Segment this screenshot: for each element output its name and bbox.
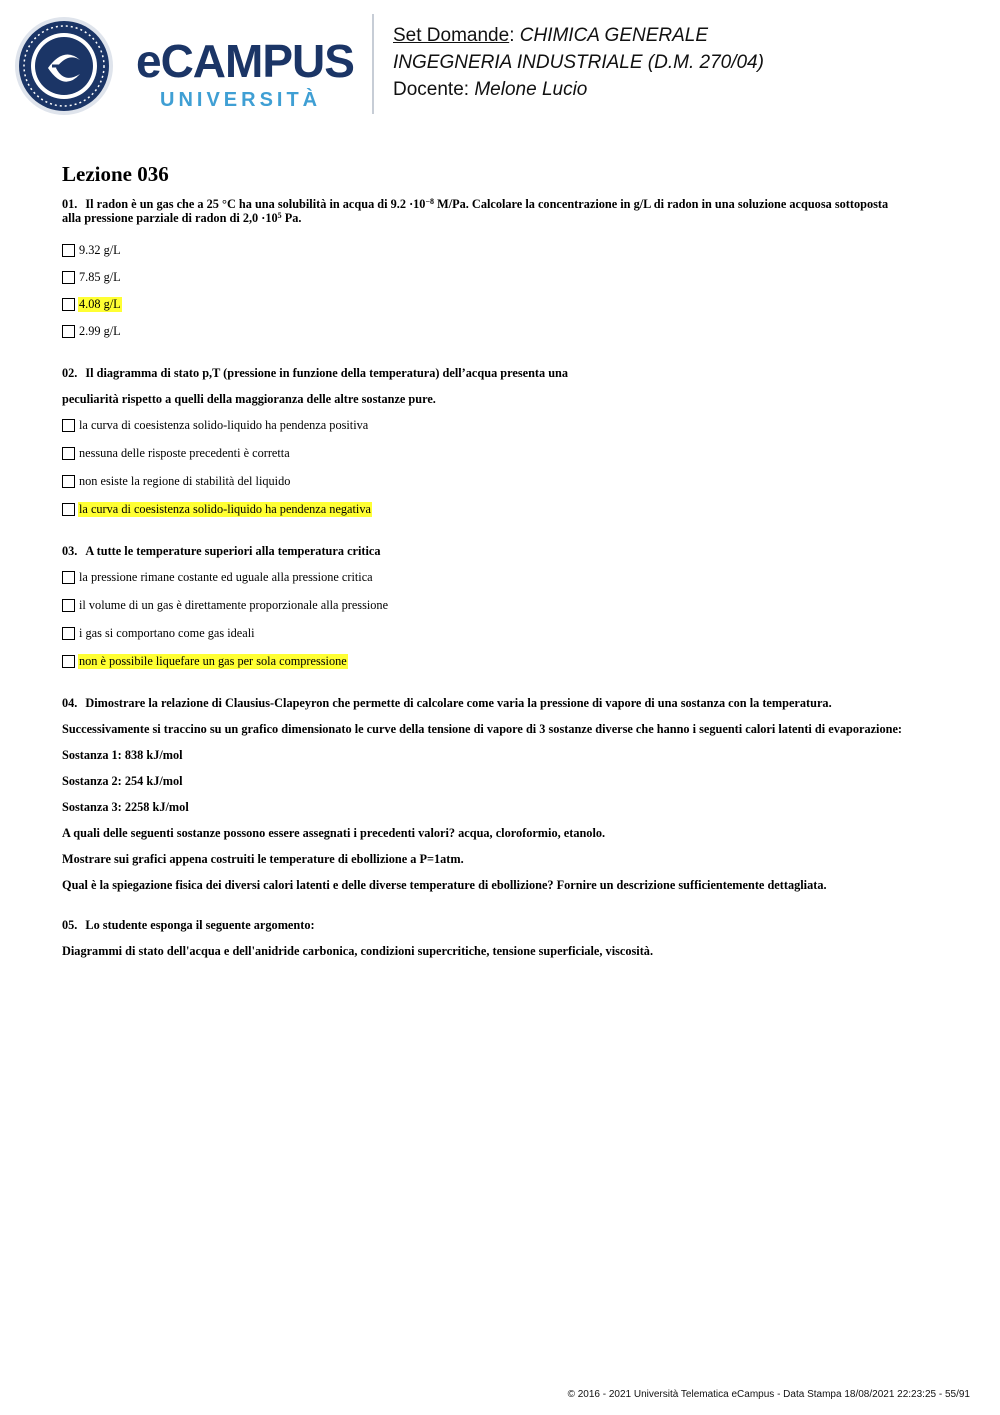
question-text — [62, 366, 942, 380]
logo-subtitle: UNIVERSITÀ — [160, 89, 322, 111]
checkbox[interactable] — [62, 325, 75, 338]
answer-option[interactable] — [62, 446, 942, 461]
question-text-part: Pa. — [281, 211, 302, 225]
answer-option-correct[interactable] — [62, 654, 942, 669]
question-text-part: Il radon è un gas che a 25 °C ha una solubilità in acqua di 9.2 ·10 — [85, 197, 426, 211]
answer-option[interactable] — [62, 626, 942, 641]
question-text-part: A tutte le temperature superiori alla temperatura critica — [85, 544, 381, 558]
page-footer: © 2016 - 2021 Università Telematica eCampus - Data Stampa 18/08/2021 22:23:25 - 55/91 — [567, 1389, 970, 1400]
header-divider — [372, 14, 374, 114]
teacher-label: Docente — [393, 79, 464, 100]
lesson-title: Lezione 036 — [62, 162, 169, 186]
answer-option[interactable] — [62, 270, 942, 285]
question-text — [62, 918, 942, 932]
question-01 — [62, 197, 942, 339]
question-04 — [62, 696, 942, 892]
question-05 — [62, 918, 942, 958]
checkbox[interactable] — [62, 244, 75, 257]
question-02 — [62, 366, 942, 517]
answer-option[interactable] — [62, 324, 942, 339]
document-header-info — [393, 22, 993, 103]
question-number: 02. — [62, 366, 78, 380]
exponent: 5 — [277, 211, 282, 220]
option-label: 9.32 g/L — [79, 243, 121, 257]
answer-option-correct[interactable] — [62, 502, 942, 517]
ecampus-logo — [14, 14, 359, 116]
checkbox[interactable] — [62, 298, 75, 311]
question-text-part: M/Pa. Calcolare la concentrazione in g/L di radon in una soluzione acquosa sottoposta — [434, 197, 889, 211]
option-label-highlighted: 4.08 g/L — [79, 297, 121, 311]
question-number: 03. — [62, 544, 78, 558]
question-number: 04. — [62, 696, 78, 710]
course-line: INGEGNERIA INDUSTRIALE (D.M. 270/04) — [393, 52, 764, 73]
checkbox[interactable] — [62, 419, 75, 432]
question-text-part: Lo studente esponga il seguente argomento: — [85, 918, 315, 932]
answer-option[interactable] — [62, 570, 942, 585]
option-label: 7.85 g/L — [79, 270, 121, 284]
answer-option[interactable] — [62, 598, 942, 613]
option-label: la pressione rimane costante ed uguale alla pressione critica — [79, 570, 373, 584]
question-line: Diagrammi di stato dell'acqua e dell'anidride carbonica, condizioni supercritiche, tensione superficiale, viscosità. — [62, 944, 654, 958]
option-label: 2.99 g/L — [79, 324, 121, 338]
question-text — [62, 544, 942, 558]
checkbox[interactable] — [62, 599, 75, 612]
checkbox[interactable] — [62, 475, 75, 488]
teacher-colon: : — [463, 79, 475, 100]
teacher-line — [393, 76, 993, 103]
question-text-part: Il diagramma di stato p,T (pressione in funzione della temperatura) dell’acqua presenta una — [85, 366, 569, 380]
set-value: CHIMICA GENERALE — [519, 25, 709, 46]
question-03 — [62, 544, 942, 669]
answer-option[interactable] — [62, 418, 942, 433]
question-line: Sostanza 3: 2258 kJ/mol — [62, 800, 189, 814]
question-number: 01. — [62, 197, 78, 211]
answer-option[interactable] — [62, 474, 942, 489]
option-label: non esiste la regione di stabilità del liquido — [79, 474, 291, 488]
option-label-highlighted: non è possibile liquefare un gas per sola compressione — [79, 654, 347, 668]
question-text-part: alla pressione parziale di radon di 2,0 ·10 — [62, 211, 278, 225]
set-colon: : — [509, 25, 520, 46]
checkbox[interactable] — [62, 571, 75, 584]
checkbox[interactable] — [62, 655, 75, 668]
exponent: −8 — [425, 197, 435, 206]
question-text — [62, 197, 942, 225]
logo-wordmark: eCAMPUS — [136, 35, 354, 87]
university-seal-icon — [14, 16, 114, 116]
checkbox[interactable] — [62, 503, 75, 516]
set-label: Set Domande — [393, 25, 510, 46]
checkbox[interactable] — [62, 447, 75, 460]
question-number: 05. — [62, 918, 78, 932]
option-label-highlighted: la curva di coesistenza solido-liquido ha pendenza negativa — [79, 502, 371, 516]
checkbox[interactable] — [62, 627, 75, 640]
option-label: il volume di un gas è direttamente proporzionale alla pressione — [79, 598, 389, 612]
question-text — [62, 696, 942, 710]
answer-option[interactable] — [62, 243, 942, 258]
question-line: Sostanza 2: 254 kJ/mol — [62, 774, 183, 788]
question-text-continued: peculiarità rispetto a quelli della maggioranza delle altre sostanze pure. — [62, 392, 436, 406]
teacher-name: Melone Lucio — [474, 79, 588, 100]
question-line: A quali delle seguenti sostanze possono essere assegnati i precedenti valori? acqua, cloroformio, etanolo. — [62, 826, 606, 840]
question-line: Qual è la spiegazione fisica dei diversi calori latenti e delle diverse temperature di ebollizione? Fornire un descrizione sufficientemente dettagliata. — [62, 878, 827, 892]
checkbox[interactable] — [62, 271, 75, 284]
answer-option-correct[interactable] — [62, 297, 942, 312]
question-line: Successivamente si traccino su un grafico dimensionato le curve della tensione di vapore di 3 sostanze diverse che hanno i seguenti calori latenti di evaporazione: — [62, 722, 903, 736]
question-text-part: Dimostrare la relazione di Clausius-Clapeyron che permette di calcolare come varia la pressione di vapore di una sostanza con la temperatura. — [85, 696, 832, 710]
question-line: Mostrare sui grafici appena costruiti le temperature di ebollizione a P=1atm. — [62, 852, 464, 866]
option-label: la curva di coesistenza solido-liquido ha pendenza positiva — [79, 418, 369, 432]
set-line — [393, 22, 993, 49]
question-line: Sostanza 1: 838 kJ/mol — [62, 748, 183, 762]
option-label: nessuna delle risposte precedenti è corretta — [79, 446, 290, 460]
question-list — [62, 197, 942, 958]
option-label: i gas si comportano come gas ideali — [79, 626, 255, 640]
